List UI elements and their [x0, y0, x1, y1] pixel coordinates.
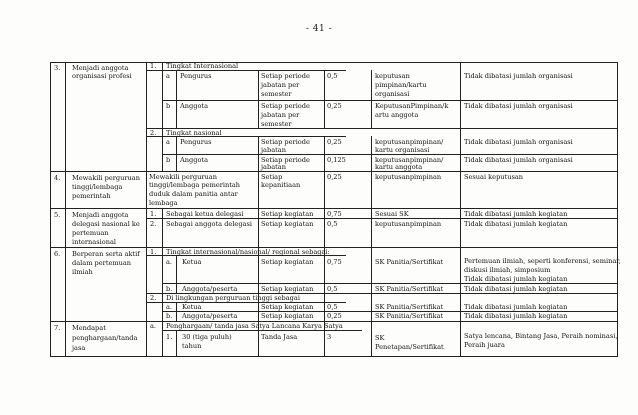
row-number: 6. [54, 250, 61, 258]
table-column-rule [324, 70, 325, 128]
group-title: Di lingkungan perguruan tinggi sebagai [166, 294, 300, 302]
item-unit: Setiap periode [261, 102, 310, 110]
table-column-rule [146, 62, 147, 357]
item-marker: 1. [150, 210, 157, 218]
group-marker: 1. [150, 248, 157, 256]
activity-name: pemerintah [72, 192, 111, 200]
item-proof: kartu organisasi [375, 146, 430, 154]
item-marker: a. [166, 258, 173, 266]
item-unit: Setiap kegiatan [261, 210, 314, 218]
item-limit: Peraih juara [464, 341, 505, 349]
item-unit: semester [261, 90, 292, 98]
activity-detail: lembaga [149, 199, 178, 207]
item-value: 0,5 [327, 72, 338, 80]
item-role: Anggota/peserta [182, 312, 238, 320]
item-proof: kartu anggota [375, 163, 423, 171]
item-limit: Tidak dibatasi jumlah kegiatan [464, 275, 568, 283]
item-limit: Tidak dibatasi jumlah organisasi [464, 138, 573, 146]
table-rule [162, 100, 618, 101]
table-column-rule [460, 62, 461, 357]
item-unit: Setiap kegiatan [261, 303, 314, 311]
item-marker: a [166, 72, 170, 80]
item-unit: semester [261, 120, 292, 128]
item-value: 0,25 [327, 102, 342, 110]
item-value: 0,25 [327, 173, 342, 181]
group-title: Tingkat nasional [166, 129, 222, 137]
table-column-rule [371, 136, 372, 357]
table-column-rule [162, 62, 163, 172]
item-limit: Satya lencana, Bintang Jasa, Peraih nominasi, [464, 332, 618, 340]
table-border-right [617, 62, 618, 357]
item-unit: Tanda Jasa [261, 333, 298, 341]
item-value: 0,75 [327, 258, 342, 266]
item-proof: Penetapan/Sertifikat [375, 343, 444, 351]
table-column-rule [258, 70, 259, 128]
item-marker: b [166, 156, 171, 164]
item-unit: jabatan [261, 163, 286, 171]
group-title: Tingkat internasional/nasional/ regional sebagai: [166, 248, 330, 256]
item-value: 3 [327, 333, 332, 341]
item-role: Pengurus [180, 138, 212, 146]
item-unit: jabatan per [261, 81, 300, 89]
item-limit: diskusi ilmiah, simposium [464, 266, 551, 274]
table-column-rule [176, 136, 177, 171]
group-marker: 2. [150, 294, 157, 302]
item-value: 0,125 [327, 156, 346, 164]
item-proof: keputusanpimpinan/ [375, 138, 444, 146]
item-value: 0,5 [327, 285, 338, 293]
item-role: Pengurus [180, 72, 212, 80]
table-border-bottom [50, 356, 618, 357]
item-proof: SK Panitia/Sertifikat [375, 312, 444, 320]
item-role: Anggota [180, 102, 209, 110]
item-unit: kepanitiaan [261, 181, 301, 189]
item-marker: 2. [150, 220, 157, 228]
row-number: 7. [54, 324, 61, 332]
item-proof: SK Panitia/Sertifikat [375, 258, 444, 266]
item-unit: jabatan [261, 146, 286, 154]
item-limit: Tidak dibatasi jumlah kegiatan [464, 220, 568, 228]
item-unit: Setiap kegiatan [261, 258, 314, 266]
item-limit: Tidak dibatasi jumlah organisasi [464, 102, 573, 110]
activity-name: Berperan serta aktif [72, 250, 140, 258]
item-proof: SK Panitia/Sertifikat [375, 285, 444, 293]
item-marker: b. [166, 312, 173, 320]
table-column-rule [176, 330, 177, 357]
group-marker: a. [150, 322, 157, 330]
item-marker: b. [166, 285, 173, 293]
activity-name: Menjadi anggota [72, 64, 129, 72]
activity-detail: tinggi/lembaga pemerintah [149, 181, 241, 189]
item-role: Ketua [182, 303, 202, 311]
activity-name: delegasi nasional ke [72, 220, 140, 228]
table-row-separator [50, 171, 618, 172]
activity-name: jasa [72, 344, 86, 352]
activity-name: pertemuan [72, 229, 109, 237]
group-marker: 2. [150, 129, 157, 137]
activity-name: Menjadi anggota [72, 211, 129, 219]
group-marker: 1. [150, 62, 157, 70]
item-limit: Tidak dibatasi jumlah kegiatan [464, 210, 568, 218]
group-title: Penghargaan/ tanda jasa Satya Lancana Karya Satya [166, 322, 343, 330]
table-column-rule [162, 208, 163, 357]
item-proof: SK Panitia/Sertifikat [375, 303, 444, 311]
item-role: 30 (tiga puluh) [182, 333, 232, 341]
activity-name: ilmiah [72, 268, 93, 276]
item-unit: Setiap kegiatan [261, 285, 314, 293]
item-proof: keputusanpimpinan [375, 220, 442, 228]
row-number: 4. [54, 174, 61, 182]
item-limit: Tidak dibatasi jumlah kegiatan [464, 312, 568, 320]
item-unit: Setiap periode [261, 156, 310, 164]
activity-name: penghargaan/tanda [72, 334, 138, 342]
activity-name: Mewakili perguruan [72, 174, 140, 182]
item-unit: jabatan per [261, 111, 300, 119]
table-row-separator [50, 247, 618, 248]
item-value: 0,75 [327, 210, 342, 218]
table-border-top [50, 62, 618, 63]
item-role: tahun [182, 342, 202, 350]
item-limit: Tidak dibatasi jumlah kegiatan [464, 303, 568, 311]
row-number: 3. [54, 64, 61, 72]
table-column-rule [176, 255, 177, 293]
item-limit: Tidak dibatasi jumlah kegiatan [464, 285, 568, 293]
activity-name: tinggi/lembaga [72, 183, 123, 191]
item-proof: KeputusanPimpinan/k [375, 102, 449, 110]
table-column-rule [176, 70, 177, 128]
table-column-rule [176, 302, 177, 321]
item-proof: keputusan [375, 72, 410, 80]
item-role: Ketua [182, 258, 202, 266]
item-role: Sebagai ketua delegasi [166, 210, 244, 218]
item-unit: Setiap periode [261, 72, 310, 80]
activity-detail: Mewakili perguruan [149, 173, 217, 181]
item-marker: a. [166, 303, 173, 311]
item-marker: 1. [166, 333, 173, 341]
item-marker: a [166, 138, 170, 146]
item-role: Anggota [180, 156, 209, 164]
page-number: - 41 - [305, 24, 333, 34]
activity-name: internasional [72, 238, 116, 246]
item-role: Sebagai anggota delegasi [166, 220, 252, 228]
item-proof: organisasi [375, 90, 410, 98]
item-limit: Sesuai keputusan [464, 173, 524, 181]
item-value: 0,5 [327, 303, 338, 311]
item-limit: Pertemuan ilmiah, seperti konferensi, seminar, [464, 257, 621, 265]
item-value: 0,5 [327, 220, 338, 228]
item-proof: keputusanpimpinan [375, 173, 442, 181]
item-unit: Setiap kegiatan [261, 220, 314, 228]
item-unit: Setiap kegiatan [261, 312, 314, 320]
activity-detail: duduk dalam panitia antar [149, 190, 238, 198]
table-row-separator [50, 208, 618, 209]
item-value: 0,25 [327, 138, 342, 146]
item-value: 0,25 [327, 312, 342, 320]
item-unit: Setiap periode [261, 138, 310, 146]
table-border-left [50, 62, 51, 357]
item-proof: keputusanpimpinan/ [375, 156, 444, 164]
table-column-rule [371, 70, 372, 128]
item-proof: SK [375, 334, 385, 342]
activity-name: organisasi profesi [72, 72, 132, 80]
table-column-rule [65, 62, 66, 357]
item-proof: pimpinan/kartu [375, 81, 427, 89]
item-proof: Sesuai SK [375, 210, 409, 218]
activity-name: dalam pertemuan [72, 259, 132, 267]
item-role: Anggota/peserta [182, 285, 238, 293]
item-unit: Setiap [261, 173, 283, 181]
activity-name: Mendapat [72, 324, 106, 332]
item-marker: b [166, 102, 171, 110]
item-proof: artu anggota [375, 111, 419, 119]
group-title: Tingkat Internasional [166, 62, 239, 70]
criteria-table [50, 62, 621, 357]
item-limit: Tidak dibatasi jumlah organisasi [464, 156, 573, 164]
item-limit: Tidak dibatasi jumlah organisasi [464, 72, 573, 80]
row-number: 5. [54, 211, 61, 219]
